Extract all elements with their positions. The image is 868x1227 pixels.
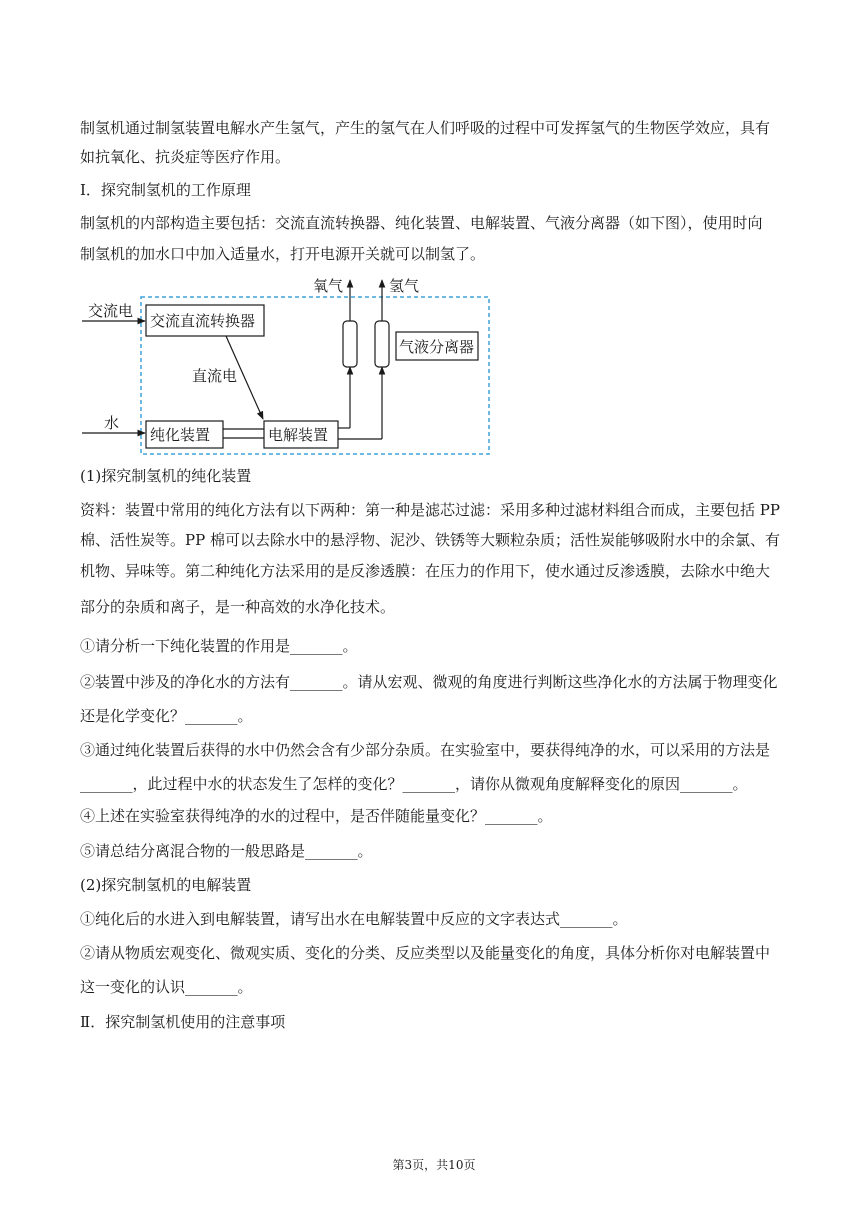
question-line: 还是化学变化？_______。 bbox=[80, 707, 253, 725]
paragraph-line: 棉、活性炭等。PP 棉可以去除水中的悬浮物、泥沙、铁锈等大颗粒杂质；活性炭能够吸附水中的余氯、有 bbox=[80, 531, 780, 549]
hydrogen-label: 氢气 bbox=[389, 277, 420, 295]
question-line: ①请分析一下纯化装置的作用是_______。 bbox=[80, 637, 358, 655]
paragraph-line: 制氢机通过制氢装置电解水产生氢气，产生的氢气在人们呼吸的过程中可发挥氢气的生物医学效应，具有 bbox=[80, 119, 771, 137]
question-line: ③通过纯化装置后获得的水中仍然会含有少部分杂质。在实验室中，要获得纯净的水，可以采用的方法是 bbox=[80, 741, 771, 759]
converter-label: 交流直流转换器 bbox=[150, 312, 256, 330]
separator-label: 气液分离器 bbox=[399, 338, 475, 356]
section-heading: Ⅱ．探究制氢机使用的注意事项 bbox=[80, 1013, 286, 1031]
subsection-heading: (2)探究制氢机的电解装置 bbox=[80, 876, 252, 894]
question-line: ①纯化后的水进入到电解装置，请写出水在电解装置中反应的文字表达式_______。 bbox=[80, 910, 628, 928]
hydrogen-machine-diagram bbox=[0, 0, 868, 470]
water-input-label: 水 bbox=[104, 414, 120, 432]
page-number: 第3页，共10页 bbox=[392, 1158, 476, 1172]
question-line: 这一变化的认识_______。 bbox=[80, 978, 253, 996]
ac-input-label: 交流电 bbox=[88, 302, 134, 320]
question-line: ④上述在实验室获得纯净的水的过程中，是否伴随能量变化？_______。 bbox=[80, 807, 553, 825]
oxygen-label: 氧气 bbox=[313, 277, 344, 295]
question-line: ②请从物质宏观变化、微观实质、变化的分类、反应类型以及能量变化的角度，具体分析你对电解装置中 bbox=[80, 944, 771, 962]
paragraph-line: 如抗氧化、抗炎症等医疗作用。 bbox=[80, 148, 291, 166]
paragraph-line: 机物、异味等。第二种纯化方法采用的是反渗透膜：在压力的作用下，使水通过反渗透膜，去除水中绝大 bbox=[80, 562, 771, 580]
paragraph-line: 资料：装置中常用的纯化方法有以下两种：第一种是滤芯过滤：采用多种过滤材料组合而成，主要包括 PP bbox=[80, 501, 780, 519]
subsection-heading: (1)探究制氢机的纯化装置 bbox=[80, 467, 252, 485]
purifier-label: 纯化装置 bbox=[150, 426, 211, 444]
dc-label: 直流电 bbox=[192, 367, 238, 385]
question-line: _______，此过程中水的状态发生了怎样的变化？_______，请你从微观角度解释变化的原因_______。 bbox=[80, 775, 748, 793]
question-line: ⑤请总结分离混合物的一般思路是_______。 bbox=[80, 842, 373, 860]
oxygen-tube bbox=[343, 321, 357, 367]
hydrogen-tube bbox=[375, 321, 389, 367]
paragraph-line: 制氢机的加水口中加入适量水，打开电源开关就可以制氢了。 bbox=[80, 245, 486, 263]
section-heading: Ⅰ．探究制氢机的工作原理 bbox=[80, 181, 251, 199]
question-line: ②装置中涉及的净化水的方法有_______。请从宏观、微观的角度进行判断这些净化水的方法属于物理变化 bbox=[80, 673, 778, 691]
electrolyzer-label: 电解装置 bbox=[268, 426, 329, 444]
paragraph-line: 制氢机的内部构造主要包括：交流直流转换器、纯化装置、电解装置、气液分离器（如下图），使用时向 bbox=[80, 214, 763, 232]
paragraph-line: 部分的杂质和离子，是一种高效的水净化技术。 bbox=[80, 598, 396, 616]
